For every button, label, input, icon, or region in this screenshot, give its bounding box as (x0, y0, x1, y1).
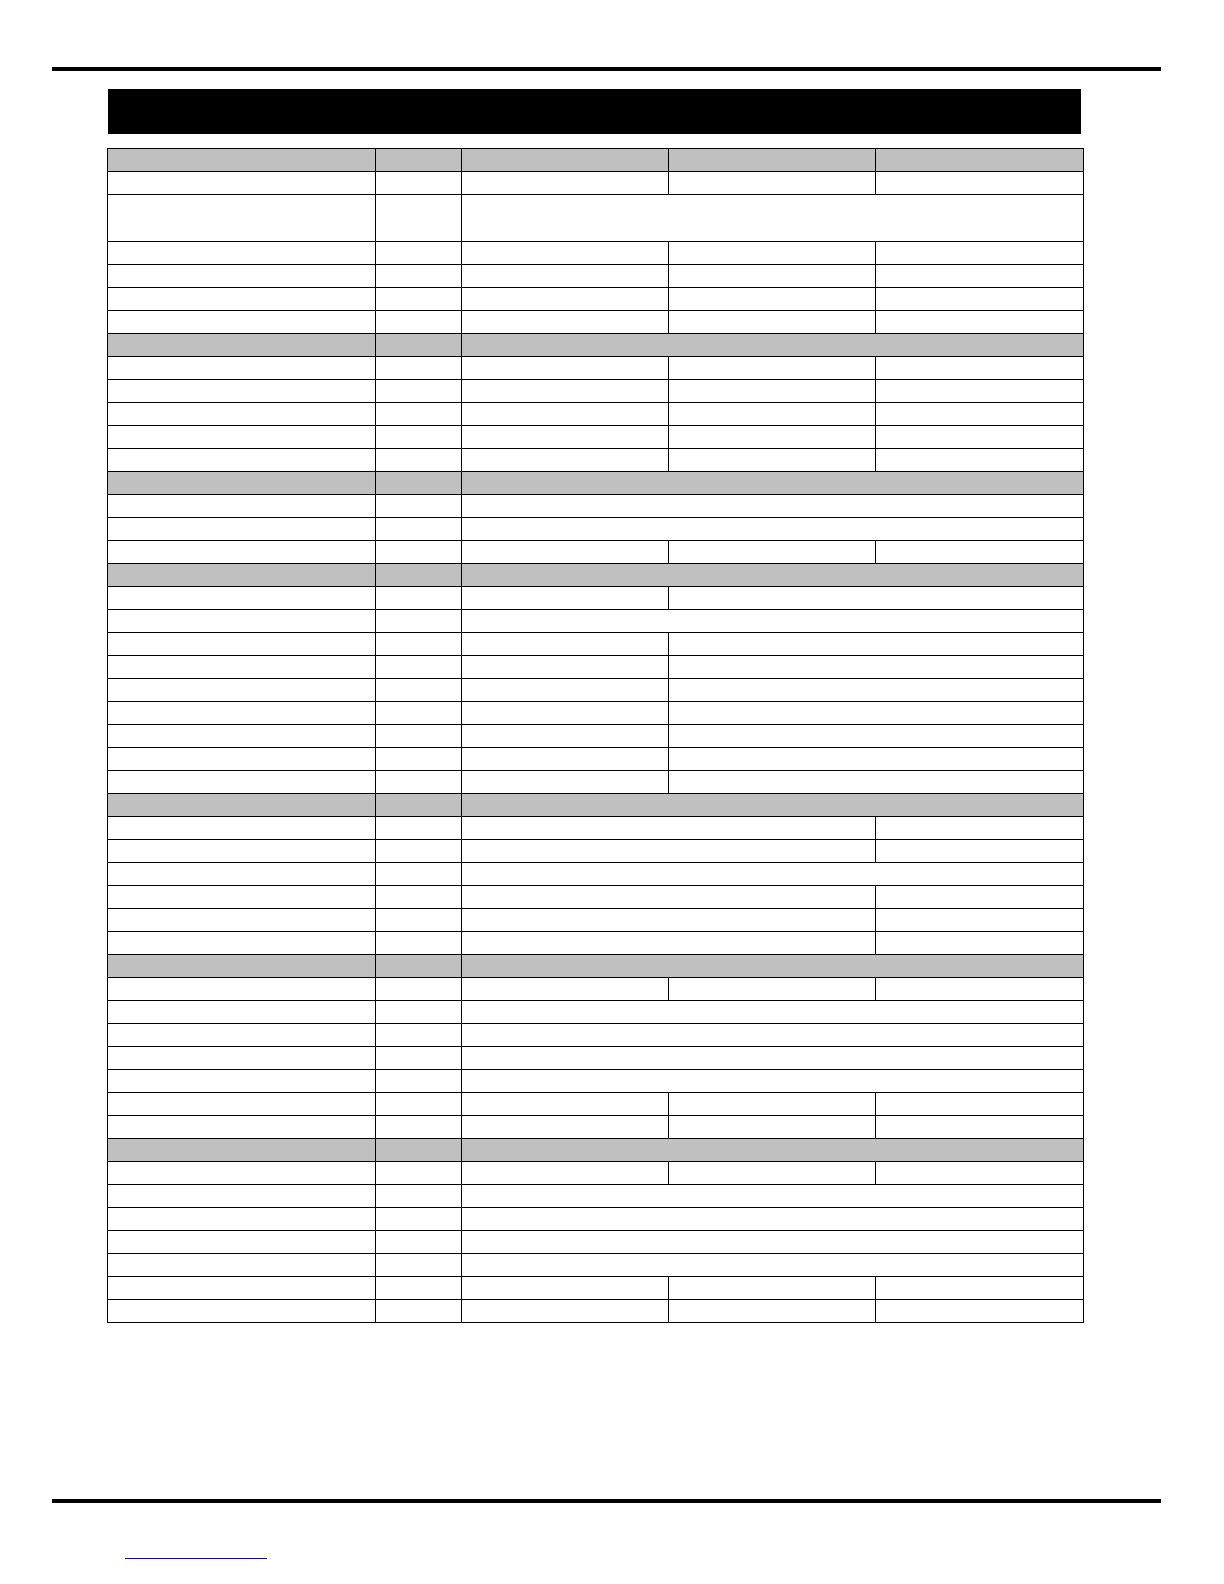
table-cell (108, 679, 376, 702)
table-cell (669, 288, 876, 311)
table-cell (462, 633, 669, 656)
table-cell (376, 195, 462, 242)
table-cell (669, 702, 1084, 725)
table-row (108, 1162, 1084, 1185)
table-cell (876, 1162, 1084, 1185)
table-cell (376, 886, 462, 909)
table-cell (462, 1070, 1084, 1093)
table-cell (669, 748, 1084, 771)
table-cell (376, 288, 462, 311)
table-cell (376, 587, 462, 610)
table-cell (376, 357, 462, 380)
table-cell (376, 794, 462, 817)
table-cell (376, 265, 462, 288)
table-row (108, 840, 1084, 863)
table-cell (462, 1024, 1084, 1047)
section-header-row (108, 794, 1084, 817)
table-cell (108, 610, 376, 633)
table-cell (876, 380, 1084, 403)
table-cell (462, 886, 876, 909)
table-cell (108, 311, 376, 334)
table-cell (462, 863, 1084, 886)
table-row (108, 518, 1084, 541)
top-rule (52, 67, 1161, 71)
table-cell (462, 1254, 1084, 1277)
table-cell (376, 403, 462, 426)
table-cell (376, 978, 462, 1001)
table-cell (462, 1093, 669, 1116)
table-cell (376, 702, 462, 725)
table-cell (376, 840, 462, 863)
section-header-row (108, 564, 1084, 587)
table-row (108, 771, 1084, 794)
table-row (108, 702, 1084, 725)
table-cell (669, 149, 876, 172)
table-row (108, 610, 1084, 633)
table-cell (108, 564, 376, 587)
table-cell (669, 357, 876, 380)
table-cell (376, 679, 462, 702)
table-cell (462, 656, 669, 679)
section-header-row (108, 1139, 1084, 1162)
table-cell (462, 195, 1084, 242)
table-cell (108, 1300, 376, 1323)
table-cell (376, 541, 462, 564)
table-cell (108, 288, 376, 311)
table-row (108, 449, 1084, 472)
table-cell (108, 195, 376, 242)
table-row (108, 1070, 1084, 1093)
table-row (108, 863, 1084, 886)
table-cell (108, 748, 376, 771)
table-cell (462, 679, 669, 702)
table-cell (376, 1208, 462, 1231)
table-cell (876, 817, 1084, 840)
table-cell (462, 1277, 669, 1300)
table-cell (462, 794, 1084, 817)
section-header-row (108, 955, 1084, 978)
table-cell (462, 748, 669, 771)
table-cell (108, 633, 376, 656)
table-cell (108, 357, 376, 380)
table-cell (376, 1139, 462, 1162)
table-cell (108, 426, 376, 449)
table-cell (108, 1024, 376, 1047)
table-cell (108, 794, 376, 817)
table-cell (108, 334, 376, 357)
table-cell (876, 449, 1084, 472)
table-cell (462, 265, 669, 288)
table-cell (108, 172, 376, 195)
table-cell (108, 863, 376, 886)
table-cell (376, 311, 462, 334)
table-cell (376, 495, 462, 518)
table-cell (376, 748, 462, 771)
table-cell (462, 955, 1084, 978)
table-cell (669, 242, 876, 265)
table-cell (376, 909, 462, 932)
table-row (108, 311, 1084, 334)
table-cell (376, 149, 462, 172)
table-cell (376, 1277, 462, 1300)
table-cell (876, 265, 1084, 288)
table-cell (108, 380, 376, 403)
table-cell (108, 1277, 376, 1300)
table-cell (876, 886, 1084, 909)
table-cell (462, 610, 1084, 633)
table-cell (876, 172, 1084, 195)
table-cell (376, 955, 462, 978)
table-cell (876, 932, 1084, 955)
table-cell (376, 1254, 462, 1277)
table-cell (669, 265, 876, 288)
table-cell (376, 725, 462, 748)
table-cell (462, 380, 669, 403)
table-cell (376, 771, 462, 794)
table-cell (108, 541, 376, 564)
table-cell (108, 656, 376, 679)
table-row (108, 1277, 1084, 1300)
table-cell (108, 955, 376, 978)
table-cell (376, 656, 462, 679)
table-row (108, 1001, 1084, 1024)
table-cell (376, 426, 462, 449)
table-cell (876, 426, 1084, 449)
table-cell (462, 1185, 1084, 1208)
table-row (108, 495, 1084, 518)
table-cell (669, 1277, 876, 1300)
table-cell (462, 403, 669, 426)
table-cell (669, 541, 876, 564)
section-header-row (108, 149, 1084, 172)
table-cell (669, 311, 876, 334)
table-cell (108, 1254, 376, 1277)
table-cell (462, 1208, 1084, 1231)
table-cell (108, 518, 376, 541)
table-cell (108, 495, 376, 518)
table-row (108, 1116, 1084, 1139)
table-cell (669, 771, 1084, 794)
table-cell (462, 702, 669, 725)
table-cell (108, 1001, 376, 1024)
table-cell (108, 1139, 376, 1162)
table-cell (876, 1116, 1084, 1139)
table-cell (376, 334, 462, 357)
table-cell (376, 1001, 462, 1024)
table-cell (462, 426, 669, 449)
table-cell (876, 840, 1084, 863)
table-cell (108, 242, 376, 265)
table-cell (876, 311, 1084, 334)
table-cell (462, 1162, 669, 1185)
table-cell (669, 172, 876, 195)
table-row (108, 1024, 1084, 1047)
table-row (108, 886, 1084, 909)
table-cell (462, 587, 669, 610)
table-cell (876, 149, 1084, 172)
table-cell (376, 817, 462, 840)
table-cell (462, 334, 1084, 357)
table-row (108, 1231, 1084, 1254)
table-row (108, 587, 1084, 610)
table-row (108, 1254, 1084, 1277)
table-cell (376, 1093, 462, 1116)
table-row (108, 357, 1084, 380)
table-cell (462, 1047, 1084, 1070)
table-cell (376, 449, 462, 472)
table-cell (669, 403, 876, 426)
table-cell (462, 932, 876, 955)
table-cell (669, 725, 1084, 748)
table-cell (876, 909, 1084, 932)
table-cell (462, 472, 1084, 495)
table-row (108, 242, 1084, 265)
table-cell (876, 357, 1084, 380)
table-cell (669, 1162, 876, 1185)
table-cell (108, 978, 376, 1001)
table-cell (462, 771, 669, 794)
table-cell (876, 978, 1084, 1001)
table-row (108, 932, 1084, 955)
table-row (108, 265, 1084, 288)
table-cell (669, 426, 876, 449)
table-cell (376, 932, 462, 955)
table-cell (876, 288, 1084, 311)
table-cell (376, 518, 462, 541)
table-cell (462, 311, 669, 334)
table-cell (108, 1231, 376, 1254)
table-row (108, 541, 1084, 564)
table-cell (462, 357, 669, 380)
table-cell (108, 817, 376, 840)
table-cell (376, 1162, 462, 1185)
table-cell (462, 495, 1084, 518)
table-cell (462, 288, 669, 311)
table-cell (376, 380, 462, 403)
table-cell (108, 932, 376, 955)
document-title-bar (108, 89, 1081, 134)
table-cell (462, 172, 669, 195)
table-cell (462, 1300, 669, 1323)
table-cell (376, 564, 462, 587)
table-cell (669, 1093, 876, 1116)
table-cell (376, 1070, 462, 1093)
table-cell (876, 1277, 1084, 1300)
table-cell (669, 587, 1084, 610)
table-row (108, 1208, 1084, 1231)
bottom-rule (52, 1499, 1161, 1503)
table-cell (108, 909, 376, 932)
table-cell (108, 587, 376, 610)
table-cell (108, 1162, 376, 1185)
table-cell (376, 633, 462, 656)
table-cell (462, 541, 669, 564)
table-row (108, 1185, 1084, 1208)
table-cell (462, 909, 876, 932)
table-row (108, 1047, 1084, 1070)
table-cell (462, 1231, 1084, 1254)
table-cell (462, 1139, 1084, 1162)
footer-link[interactable] (125, 1557, 267, 1559)
table-row (108, 679, 1084, 702)
table-cell (108, 1116, 376, 1139)
table-cell (108, 403, 376, 426)
table-cell (462, 242, 669, 265)
table-row (108, 1093, 1084, 1116)
table-cell (108, 1185, 376, 1208)
table-row (108, 909, 1084, 932)
spec-table (107, 148, 1084, 1323)
table-cell (376, 242, 462, 265)
spec-table-body (108, 149, 1084, 1323)
table-cell (669, 978, 876, 1001)
table-cell (376, 1116, 462, 1139)
table-cell (669, 633, 1084, 656)
table-cell (462, 840, 876, 863)
table-cell (108, 1070, 376, 1093)
table-row (108, 426, 1084, 449)
table-cell (669, 1116, 876, 1139)
table-cell (108, 840, 376, 863)
table-row (108, 656, 1084, 679)
table-row (108, 172, 1084, 195)
table-cell (669, 1300, 876, 1323)
table-row (108, 380, 1084, 403)
table-cell (462, 449, 669, 472)
table-cell (376, 1024, 462, 1047)
table-row (108, 195, 1084, 242)
table-cell (462, 149, 669, 172)
table-cell (108, 472, 376, 495)
table-cell (462, 564, 1084, 587)
table-cell (669, 679, 1084, 702)
table-cell (462, 518, 1084, 541)
table-row (108, 288, 1084, 311)
table-row (108, 725, 1084, 748)
table-cell (669, 656, 1084, 679)
table-cell (108, 771, 376, 794)
table-cell (108, 1093, 376, 1116)
table-cell (376, 172, 462, 195)
table-cell (376, 1231, 462, 1254)
table-cell (669, 449, 876, 472)
table-cell (108, 702, 376, 725)
table-cell (108, 1208, 376, 1231)
table-cell (876, 1300, 1084, 1323)
table-row (108, 978, 1084, 1001)
table-cell (108, 265, 376, 288)
section-header-row (108, 334, 1084, 357)
table-cell (376, 1300, 462, 1323)
table-row (108, 817, 1084, 840)
table-cell (376, 610, 462, 633)
table-cell (108, 149, 376, 172)
table-cell (462, 978, 669, 1001)
table-cell (876, 403, 1084, 426)
table-row (108, 748, 1084, 771)
table-row (108, 633, 1084, 656)
table-cell (108, 449, 376, 472)
table-cell (462, 725, 669, 748)
table-row (108, 403, 1084, 426)
table-cell (376, 1047, 462, 1070)
table-cell (876, 541, 1084, 564)
table-cell (376, 472, 462, 495)
table-cell (376, 863, 462, 886)
section-header-row (108, 472, 1084, 495)
table-cell (376, 1185, 462, 1208)
table-cell (669, 380, 876, 403)
table-cell (462, 817, 876, 840)
table-cell (876, 1093, 1084, 1116)
table-cell (876, 242, 1084, 265)
table-cell (108, 1047, 376, 1070)
table-cell (108, 725, 376, 748)
table-cell (462, 1001, 1084, 1024)
table-cell (462, 1116, 669, 1139)
table-row (108, 1300, 1084, 1323)
table-cell (108, 886, 376, 909)
